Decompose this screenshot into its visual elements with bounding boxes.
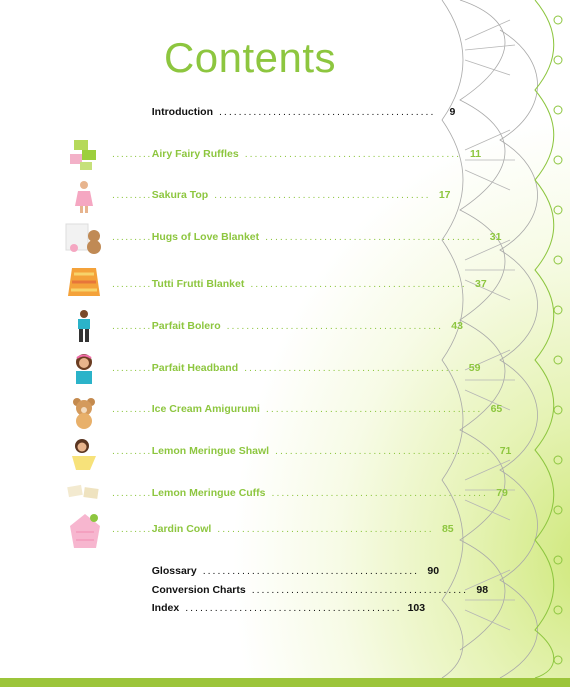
toc-entry-parfait-bolero[interactable]	[112, 320, 463, 336]
toc-entry-label: Index	[151, 602, 180, 614]
toc-entry-index[interactable]	[112, 602, 426, 618]
leader-dots: ............................................	[219, 106, 436, 118]
toc-entry-hugs-of-love-blanket[interactable]	[112, 231, 502, 247]
cuffs-photo-thumbnail	[64, 478, 108, 514]
toc-entry-label: Jardin Cowl	[151, 523, 212, 535]
toc-entry-label: Ice Cream Amigurumi	[151, 403, 260, 415]
toc-entry-page: 71	[499, 445, 512, 457]
leader-dots: ............................................	[275, 445, 492, 457]
toc-entry-page: 98	[476, 584, 489, 596]
leader-dots: .........	[112, 523, 152, 535]
toc-entry-page: 59	[468, 362, 481, 374]
leader-dots: ............................................	[271, 487, 488, 499]
toc-entry-page: 103	[407, 602, 426, 614]
toc-entry-lemon-meringue-cuffs[interactable]	[112, 487, 508, 503]
toc-entry-sakura-top[interactable]	[112, 189, 451, 205]
toc-entry-label: Lemon Meringue Shawl	[151, 445, 270, 457]
leader-dots: ............................................	[265, 231, 482, 243]
leader-dots: .........	[112, 362, 152, 374]
toc-entry-label: Glossary	[151, 565, 197, 577]
footer-bar	[0, 678, 570, 687]
girl-shawl-photo-thumbnail	[66, 436, 102, 472]
leader-dots: ............................................	[202, 565, 420, 577]
toc-entry-page: 31	[489, 231, 502, 243]
amigurumi-bear-photo-thumbnail	[66, 394, 102, 430]
leader-dots: ............................................	[244, 362, 461, 374]
girl-bolero-photo-thumbnail	[66, 308, 102, 344]
leader-dots: .........	[112, 231, 152, 243]
leader-dots: ............................................	[217, 523, 434, 535]
leader-dots: ............................................	[265, 403, 483, 415]
leader-dots: .........	[112, 403, 152, 415]
toc-entry-introduction[interactable]	[112, 106, 456, 122]
leader-dots: .........	[112, 148, 152, 160]
crochet-border-illustration	[440, 0, 570, 678]
toc-entry-label: Sakura Top	[151, 189, 209, 201]
pink-cowl-photo-thumbnail	[66, 510, 104, 552]
toc-entry-page: 85	[441, 523, 454, 535]
girl-dress-photo-thumbnail	[66, 178, 102, 214]
toc-entry-parfait-headband[interactable]	[112, 362, 481, 378]
toc-entry-label: Conversion Charts	[151, 584, 246, 596]
toc-entry-tutti-frutti-blanket[interactable]	[112, 278, 487, 294]
toc-entry-page: 65	[490, 403, 503, 415]
toc-entry-label: Parfait Bolero	[151, 320, 221, 332]
toc-entry-label: Introduction	[151, 106, 214, 118]
leader-dots: .........	[112, 189, 152, 201]
leader-dots: .........	[112, 445, 152, 457]
toc-entry-page: 11	[469, 148, 482, 160]
toc-entry-lemon-meringue-shawl[interactable]	[112, 445, 512, 461]
blanket-teddy-photo-thumbnail	[62, 220, 106, 256]
striped-blanket-photo-thumbnail	[66, 266, 102, 302]
leader-dots: ............................................	[185, 602, 402, 614]
toc-entry-ice-cream-amigurumi[interactable]	[112, 403, 503, 419]
toc-entry-glossary[interactable]	[112, 565, 440, 581]
girl-headband-photo-thumbnail	[66, 350, 102, 386]
leader-dots: .........	[112, 320, 152, 332]
toc-entry-jardin-cowl[interactable]	[112, 523, 454, 539]
leader-dots: ............................................	[214, 189, 431, 201]
toc-entry-page: 43	[451, 320, 463, 332]
toc-entry-label: Lemon Meringue Cuffs	[151, 487, 266, 499]
toc-entry-page: 17	[438, 189, 451, 201]
leader-dots: ............................................	[250, 278, 467, 290]
leader-dots: .........	[112, 487, 152, 499]
toc-entry-label: Hugs of Love Blanket	[151, 231, 260, 243]
toc-entry-label: Airy Fairy Ruffles	[151, 148, 239, 160]
toc-entry-page: 90	[427, 565, 440, 577]
leader-dots: .........	[112, 278, 152, 290]
page-title: Contents	[163, 34, 337, 81]
ruffles-photo-thumbnail	[66, 136, 102, 172]
leader-dots: ............................................	[226, 320, 443, 332]
toc-entry-page: 79	[496, 487, 508, 499]
leader-dots: ............................................	[244, 148, 462, 160]
toc-entry-conversion-charts[interactable]	[112, 584, 489, 600]
leader-dots: ............................................	[251, 584, 469, 596]
toc-entry-page: 37	[474, 278, 487, 290]
toc-entry-label: Tutti Frutti Blanket	[151, 278, 245, 290]
toc-entry-page: 9	[449, 106, 456, 118]
toc-entry-label: Parfait Headband	[151, 362, 239, 374]
toc-entry-airy-fairy-ruffles[interactable]	[112, 148, 482, 164]
